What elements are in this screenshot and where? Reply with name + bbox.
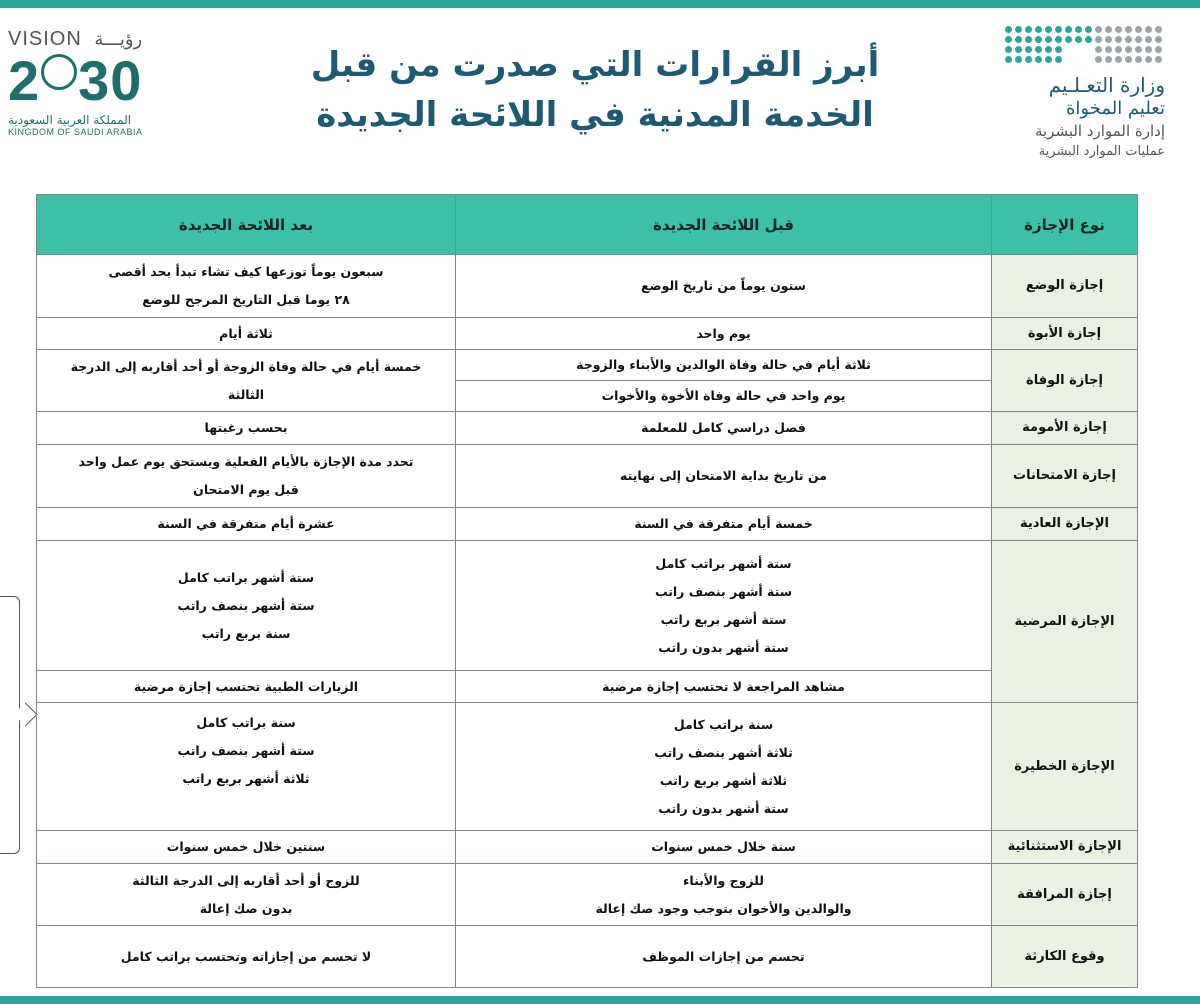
cell-line: بدون صك إعالة <box>199 900 293 916</box>
table-row <box>37 318 1138 350</box>
ministry-dot <box>1155 36 1162 43</box>
cell-line: ستة أشهر بنصف راتب <box>177 743 315 758</box>
vision-year-right: 30 <box>78 49 143 112</box>
ministry-dot <box>1145 36 1152 43</box>
ministry-dot <box>1105 56 1112 63</box>
table-row <box>37 541 1138 671</box>
ministry-dot <box>1125 36 1132 43</box>
ministry-department: تعليم المخواة <box>1065 98 1165 119</box>
ministry-dot <box>1155 56 1162 63</box>
ministry-dot <box>1005 56 1012 63</box>
cell-line: سنة براتب كامل <box>673 716 774 732</box>
cell-type: إجازة الأبوة <box>992 318 1138 350</box>
ministry-dot <box>1125 26 1132 33</box>
vision-word: VISION <box>8 28 82 50</box>
cell-before <box>456 412 992 445</box>
ministry-dot <box>1025 46 1032 53</box>
ministry-dot <box>1115 26 1122 33</box>
ministry-dot <box>1035 26 1042 33</box>
cell-line: للزوج أو أحد أقاربه إلى الدرجة الثالثة <box>132 872 360 888</box>
ministry-dot <box>1085 26 1092 33</box>
table-row <box>37 864 1138 926</box>
cell-type: إجازة المرافقة <box>992 864 1138 926</box>
cell-before <box>456 671 992 703</box>
cell-line: ثلاثة أيام <box>219 325 273 341</box>
ministry-dot <box>1015 26 1022 33</box>
cell-before <box>456 381 992 412</box>
cell-before <box>456 255 992 318</box>
ministry-dot <box>1055 26 1062 33</box>
cell-line: لا تحسم من إجازاته وتحتسب براتب كامل <box>120 948 372 964</box>
table-row <box>37 831 1138 864</box>
ministry-dot <box>1055 46 1062 53</box>
cell-before <box>456 318 992 350</box>
cell-after <box>37 671 456 703</box>
cell-line: والوالدين والأخوان بتوجب وجود صك إعالة <box>595 900 852 916</box>
cell-line: تحسم من إجازات الموظف <box>642 948 805 964</box>
ministry-hr-operations: عمليات الموارد البشرية <box>1038 144 1165 159</box>
ministry-dot <box>1075 36 1082 43</box>
cell-line: سنة براتب كامل <box>196 715 296 730</box>
ministry-dot <box>1035 56 1042 63</box>
ministry-dots-icon <box>1005 26 1165 66</box>
bottom-accent-bar <box>0 996 1200 1004</box>
cell-line: ثلاثة أشهر بربع راتب <box>182 771 310 786</box>
title-line-1: أبرز القرارات التي صدرت من قبل <box>310 45 880 85</box>
cell-line: قبل يوم الامتحان <box>193 482 299 497</box>
cell-after <box>37 318 456 350</box>
header-after: بعد اللائحة الجديدة <box>37 195 456 255</box>
ministry-dot <box>1025 36 1032 43</box>
ministry-dot <box>1095 56 1102 63</box>
ministry-dot <box>1115 56 1122 63</box>
cell-type: الإجازة الخطيرة <box>992 703 1138 831</box>
ministry-hr-admin: إدارة الموارد البشرية <box>1034 122 1165 140</box>
cell-type: الإجازة الاستثنائية <box>992 831 1138 864</box>
ministry-dot <box>1065 26 1072 33</box>
ministry-dot <box>1095 46 1102 53</box>
cell-type: إجازة الأمومة <box>992 412 1138 445</box>
cell-line: ستة أشهر بنصف راتب <box>654 583 793 599</box>
cell-line: خمسة أيام متفرقة في السنة <box>634 516 813 531</box>
ministry-dot <box>1045 56 1052 63</box>
ministry-dot <box>1135 56 1142 63</box>
ministry-dot <box>1085 36 1092 43</box>
cell-line: ستة أشهر براتب كامل <box>655 555 792 571</box>
ministry-dot <box>1045 36 1052 43</box>
cell-line: ثلاثة أشهر بنصف راتب <box>654 744 793 760</box>
cell-type: الإجازة العادية <box>992 508 1138 541</box>
cell-after <box>37 831 456 864</box>
cell-before <box>456 926 992 988</box>
cell-type: الإجازة المرضية <box>992 541 1138 703</box>
ministry-logo <box>975 26 1165 186</box>
ministry-dot <box>1025 56 1032 63</box>
ministry-dot <box>1125 46 1132 53</box>
cell-line: سنة خلال خمس سنوات <box>651 839 796 854</box>
vision-year-left: 2 <box>8 49 41 112</box>
kingdom-name-arabic: المملكة العربية السعودية <box>8 113 132 127</box>
cell-line: سنة بربع راتب <box>201 625 291 641</box>
cell-line: ستة أشهر براتب كامل <box>177 569 315 585</box>
cell-after <box>37 445 456 508</box>
title-line-2: الخدمة المدنية في اللائحة الجديدة <box>316 95 874 135</box>
table-header-row <box>37 195 1138 255</box>
ministry-dot <box>1045 26 1052 33</box>
cell-after <box>37 864 456 926</box>
cell-after <box>37 926 456 988</box>
vision-year <box>8 49 178 112</box>
cell-line: ستة أشهر بدون راتب <box>658 800 789 816</box>
ministry-dot <box>1005 46 1012 53</box>
ministry-dot <box>1135 36 1142 43</box>
ministry-dot <box>1105 36 1112 43</box>
ministry-dot <box>1075 26 1082 33</box>
cell-type: إجازة الامتحانات <box>992 445 1138 508</box>
cell-line: ستة أشهر بدون راتب <box>658 639 789 655</box>
ministry-dot <box>1145 56 1152 63</box>
header-leave-type: نوع الإجازة <box>992 195 1138 255</box>
ministry-dot <box>1015 46 1022 53</box>
ministry-dot <box>1115 46 1122 53</box>
ministry-dot <box>1005 26 1012 33</box>
table-row <box>37 703 1138 831</box>
side-callout <box>0 596 20 854</box>
cell-after <box>37 412 456 445</box>
cell-line: سبعون يوماً توزعها كيف تشاء تبدأ بحد أقصى <box>108 264 384 279</box>
ministry-dot <box>1035 36 1042 43</box>
cell-line: للزوج والأبناء <box>683 872 764 888</box>
cell-line: مشاهد المراجعة لا تحتسب إجازة مرضية <box>602 678 845 694</box>
cell-before <box>456 831 992 864</box>
ministry-dot <box>1045 46 1052 53</box>
cell-line: من تاريخ بداية الامتحان إلى نهايته <box>620 468 827 483</box>
kingdom-name-english: KINGDOM OF SAUDI ARABIA <box>8 127 143 137</box>
header-before: قبل اللائحة الجديدة <box>456 195 992 255</box>
ministry-dot <box>1005 36 1012 43</box>
vision-word-arabic: رؤيـــة <box>94 29 143 49</box>
cell-line: تحدد مدة الإجازة بالأيام الفعلية ويستحق يوم عمل واحد <box>78 454 414 469</box>
cell-line: بحسب رغبتها <box>204 420 288 435</box>
ministry-dot <box>1155 26 1162 33</box>
ministry-name: وزارة التعـلـيم <box>1048 73 1165 97</box>
cell-after <box>37 350 456 412</box>
ministry-dot <box>1015 56 1022 63</box>
page-title <box>270 40 920 140</box>
cell-line: ستون يوماً من تاريخ الوضع <box>641 278 806 293</box>
ministry-dot <box>1135 26 1142 33</box>
table-row <box>37 350 1138 381</box>
cell-line: ثلاثة أشهر بربع راتب <box>659 772 788 788</box>
cell-line: عشرة أيام متفرقة في السنة <box>157 516 335 531</box>
ministry-dot <box>1155 46 1162 53</box>
cell-type: إجازة الوفاة <box>992 350 1138 412</box>
cell-line: سنتين خلال خمس سنوات <box>166 839 326 854</box>
ministry-dot <box>1115 36 1122 43</box>
cell-line: ثلاثة أيام في حالة وفاة الوالدين والأبناء والزوجة <box>576 357 871 372</box>
ministry-dot <box>1035 46 1042 53</box>
leave-comparison-table <box>36 194 1138 988</box>
cell-line: ستة أشهر بنصف راتب <box>177 597 315 613</box>
ministry-dot <box>1135 46 1142 53</box>
cell-after <box>37 541 456 671</box>
cell-line: الزيارات الطبية تحتسب إجازة مرضية <box>133 678 359 694</box>
ministry-dot <box>1025 26 1032 33</box>
cell-line: يوم واحد في حالة وفاة الأخوة والأخوات <box>601 388 846 403</box>
cell-before <box>456 350 992 381</box>
table-row <box>37 671 1138 703</box>
table-row <box>37 926 1138 988</box>
cell-type: إجازة الوضع <box>992 255 1138 318</box>
cell-before <box>456 541 992 671</box>
ministry-dot <box>1095 36 1102 43</box>
cell-line: ٢٨ يوما قبل التاريخ المرجح للوضع <box>142 292 350 307</box>
saudi-emblem-icon <box>41 54 77 90</box>
table-row <box>37 445 1138 508</box>
ministry-dot <box>1055 56 1062 63</box>
ministry-dot <box>1125 56 1132 63</box>
cell-after <box>37 703 456 831</box>
cell-line: خمسة أيام في حالة وفاة الزوجة أو أحد أقاربه إلى الدرجة <box>70 358 422 374</box>
table-row <box>37 255 1138 318</box>
vision-title <box>8 28 178 51</box>
cell-line: يوم واحد <box>696 325 751 341</box>
ministry-dot <box>1145 46 1152 53</box>
cell-type: وقوع الكارثة <box>992 926 1138 988</box>
top-accent-bar <box>0 0 1200 8</box>
cell-before <box>456 864 992 926</box>
table-row <box>37 412 1138 445</box>
cell-line: ستة أشهر بربع راتب <box>660 611 787 627</box>
ministry-dot <box>1145 26 1152 33</box>
cell-before <box>456 703 992 831</box>
ministry-dot <box>1015 36 1022 43</box>
cell-after <box>37 255 456 318</box>
cell-line: فصل دراسي كامل للمعلمة <box>641 420 806 435</box>
vision-2030-logo <box>8 28 178 158</box>
cell-after <box>37 508 456 541</box>
ministry-dot <box>1095 26 1102 33</box>
cell-before <box>456 508 992 541</box>
cell-before <box>456 445 992 508</box>
ministry-dot <box>1065 36 1072 43</box>
table-row <box>37 508 1138 541</box>
ministry-dot <box>1105 46 1112 53</box>
cell-line: الثالثة <box>227 386 265 402</box>
ministry-dot <box>1105 26 1112 33</box>
ministry-dot <box>1055 36 1062 43</box>
